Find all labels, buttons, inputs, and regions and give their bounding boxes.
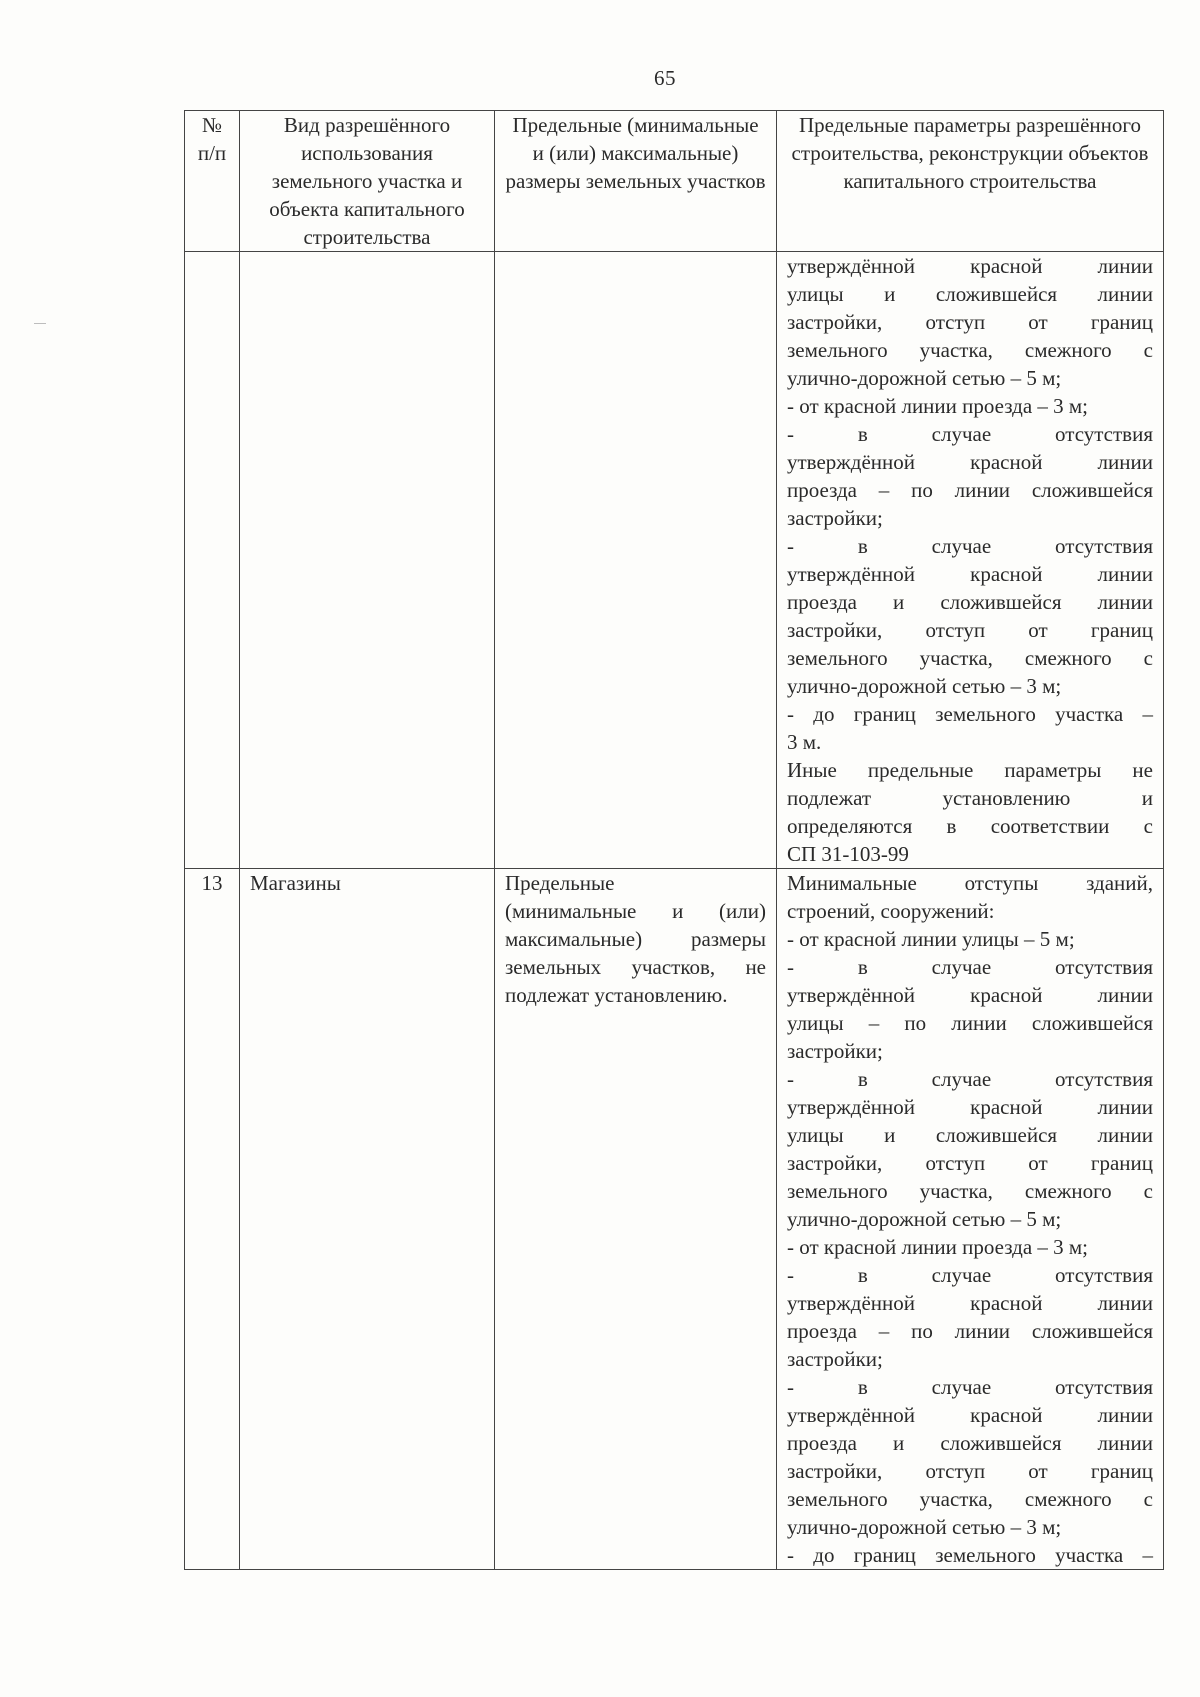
table-row [185, 869, 1164, 1570]
text-line: - в случае отсутствия [787, 422, 1153, 446]
margin-mark [34, 323, 46, 324]
text-line: определяются в соответствии с [787, 814, 1153, 838]
text-line: - в случае отсутствия [787, 534, 1153, 558]
text-line: застройки; [787, 1347, 883, 1371]
row-number [185, 252, 240, 869]
text-line: (минимальные и (или) [505, 899, 766, 923]
text-line: утверждённой красной линии [787, 1095, 1153, 1119]
text-line: проезда и сложившейся линии [787, 590, 1153, 614]
text-line: утверждённой красной линии [787, 1403, 1153, 1427]
text-line: земельных участков, не [505, 955, 766, 979]
text-line: - в случае отсутствия [787, 1375, 1153, 1399]
text-line: СП 31-103-99 [787, 842, 909, 866]
text-line: проезда и сложившейся линии [787, 1431, 1153, 1455]
row-plot-size [495, 869, 777, 1570]
row-construction-params [777, 869, 1164, 1570]
table-header-row [185, 111, 1164, 252]
header-plot-size: Предельные (минимальные и (или) максимальные) размеры земельных участков [495, 111, 777, 252]
text-line: Минимальные отступы зданий, [787, 871, 1153, 895]
header-number: № п/п [185, 111, 240, 252]
text-line: земельного участка, смежного с [787, 1487, 1153, 1511]
text-line: - в случае отсутствия [787, 1263, 1153, 1287]
text-line: застройки, отступ от границ [787, 310, 1153, 334]
row-number: 13 [185, 869, 240, 1570]
row-plot-size [495, 252, 777, 869]
text-line: улично-дорожной сетью – 3 м; [787, 674, 1062, 698]
text-line: подлежат установлению и [787, 786, 1153, 810]
text-line: земельного участка, смежного с [787, 1179, 1153, 1203]
row-use-type [240, 252, 495, 869]
text-line: застройки, отступ от границ [787, 1151, 1153, 1175]
text-line: проезда – по линии сложившейся [787, 478, 1153, 502]
row-use-type: Магазины [240, 869, 495, 1570]
text-line: 3 м. [787, 730, 822, 754]
text-line: - в случае отсутствия [787, 955, 1153, 979]
text-line: застройки; [787, 1039, 883, 1063]
text-line: улицы и сложившейся линии [787, 282, 1153, 306]
text-line: застройки, отступ от границ [787, 1459, 1153, 1483]
text-line: улично-дорожной сетью – 5 м; [787, 366, 1062, 390]
text-line: утверждённой красной линии [787, 254, 1153, 278]
text-line: застройки, отступ от границ [787, 618, 1153, 642]
text-line: утверждённой красной линии [787, 562, 1153, 586]
text-line: Иные предельные параметры не [787, 758, 1153, 782]
header-use-type: Вид разрешённого использования земельного участка и объекта капитального строительства [240, 111, 495, 252]
text-line: застройки; [787, 506, 883, 530]
text-line: Предельные [505, 871, 615, 895]
row-construction-params [777, 252, 1164, 869]
text-line: улично-дорожной сетью – 3 м; [787, 1515, 1062, 1539]
text-line: строений, сооружений: [787, 899, 995, 923]
text-line: утверждённой красной линии [787, 450, 1153, 474]
text-line: - от красной линии проезда – 3 м; [787, 394, 1089, 418]
text-line: утверждённой красной линии [787, 983, 1153, 1007]
regulations-table [184, 110, 1164, 1570]
header-construction-params: Предельные параметры разрешённого строительства, реконструкции объектов капитального строительства [777, 111, 1164, 252]
text-line: подлежат установлению. [505, 983, 728, 1007]
text-line: - в случае отсутствия [787, 1067, 1153, 1091]
text-line: - до границ земельного участка – [787, 1543, 1153, 1567]
text-line: - от красной линии проезда – 3 м; [787, 1235, 1089, 1259]
text-line: проезда – по линии сложившейся [787, 1319, 1153, 1343]
text-line: - до границ земельного участка – [787, 702, 1153, 726]
text-line: - от красной линии улицы – 5 м; [787, 927, 1075, 951]
page-number: 65 [654, 66, 676, 90]
table-row [185, 252, 1164, 869]
text-line: улицы и сложившейся линии [787, 1123, 1153, 1147]
text-line: земельного участка, смежного с [787, 646, 1153, 670]
text-line: земельного участка, смежного с [787, 338, 1153, 362]
text-line: максимальные) размеры [505, 927, 766, 951]
text-line: утверждённой красной линии [787, 1291, 1153, 1315]
text-line: улицы – по линии сложившейся [787, 1011, 1153, 1035]
text-line: улично-дорожной сетью – 5 м; [787, 1207, 1062, 1231]
